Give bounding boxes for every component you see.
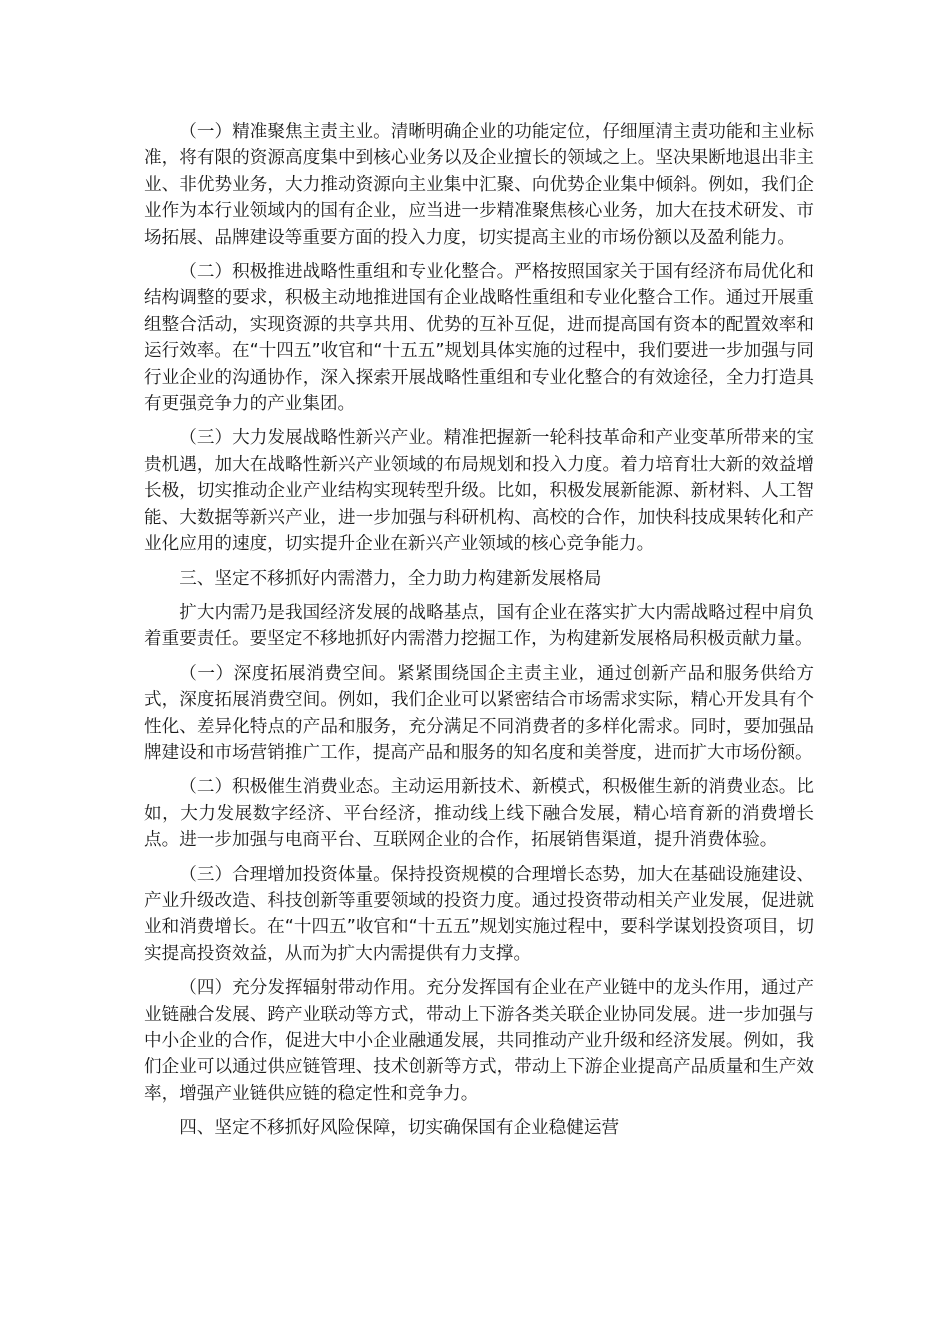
paragraph-domestic-demand-intro: 扩大内需乃是我国经济发展的战略基点，国有企业在落实扩大内需战略过程中肩负着重要责任。要坚定不移地抓好内需潜力挖掘工作，为构建新发展格局积极贡献力量。 xyxy=(144,602,814,650)
document-body xyxy=(144,119,814,1150)
section-heading-risk-protection: 四、坚定不移抓好风险保障，切实确保国有企业稳健运营 xyxy=(179,1118,620,1139)
paragraph-consumption-formats: （二）积极催生消费业态。主动运用新技术、新模式，积极催生新的消费业态。比如，大力发展数字经济、平台经济，推动线上线下融合发展，精心培育新的消费增长点。进一步加强与电商平台、互联网企业的合作，拓展销售渠道，提升消费体验。 xyxy=(144,777,814,851)
paragraph-investment: （三）合理增加投资体量。保持投资规模的合理增长态势，加大在基础设施建设、产业升级改造、科技创新等重要领域的投资力度。通过投资带动相关产业发展，促进就业和消费增长。在“十四五”收官和“十五五”规划实施过程中，要科学谋划投资项目，切实提高投资效益，从而为扩大内需提供有力支撑。 xyxy=(144,864,814,964)
section-heading-domestic-demand: 三、坚定不移抓好内需潜力，全力助力构建新发展格局 xyxy=(179,568,602,589)
paragraph-consumption-space: （一）深度拓展消费空间。紧紧围绕国企主责主业，通过创新产品和服务供给方式，深度拓展消费空间。例如，我们企业可以紧密结合市场需求实际，精心开发具有个性化、差异化特点的产品和服务，充分满足不同消费者的多样化需求。同时，要加强品牌建设和市场营销推广工作，提高产品和服务的知名度和美誉度，进而扩大市场份额。 xyxy=(144,663,814,763)
paragraph-strategic-restructuring: （二）积极推进战略性重组和专业化整合。严格按照国家关于国有经济布局优化和结构调整的要求，积极主动地推进国有企业战略性重组和专业化整合工作。通过开展重组整合活动，实现资源的共享共用、优势的互补互促，进而提高国有资本的配置效率和运行效率。在“十四五”收官和“十五五”规划具体实施的过程中，我们要进一步加强与同行业企业的沟通协作，深入探索开展战略性重组和专业化整合的有效途径，全力打造具有更强竞争力的产业集团。 xyxy=(144,262,814,415)
paragraph-emerging-industries: （三）大力发展战略性新兴产业。精准把握新一轮科技革命和产业变革所带来的宝贵机遇，加大在战略性新兴产业领域的布局规划和投入力度。着力培育壮大新的效益增长极，切实推动企业产业结构实现转型升级。比如，积极发展新能源、新材料、人工智能、大数据等新兴产业，进一步加强与科研机构、高校的合作，加快科技成果转化和产业化应用的速度，切实提升企业在新兴产业领域的核心竞争能力。 xyxy=(144,428,814,555)
paragraph-focus-main-business: （一）精准聚焦主责主业。清晰明确企业的功能定位，仔细厘清主责功能和主业标准，将有限的资源高度集中到核心业务以及企业擅长的领域之上。坚决果断地退出非主业、非优势业务，大力推动资源向主业集中汇聚、向优势企业集中倾斜。例如，我们企业作为本行业领域内的国有企业，应当进一步精准聚焦核心业务，加大在技术研发、市场拓展、品牌建设等重要方面的投入力度，切实提高主业的市场份额以及盈利能力。 xyxy=(144,122,814,248)
paragraph-radiation-effect: （四）充分发挥辐射带动作用。充分发挥国有企业在产业链中的龙头作用，通过产业链融合发展、跨产业联动等方式，带动上下游各类关联企业协同发展。进一步加强与中小企业的合作，促进大中小企业融通发展，共同推动产业升级和经济发展。例如，我们企业可以通过供应链管理、技术创新等方式，带动上下游企业提高产品质量和生产效率，增强产业链供应链的稳定性和竞争力。 xyxy=(144,978,814,1104)
